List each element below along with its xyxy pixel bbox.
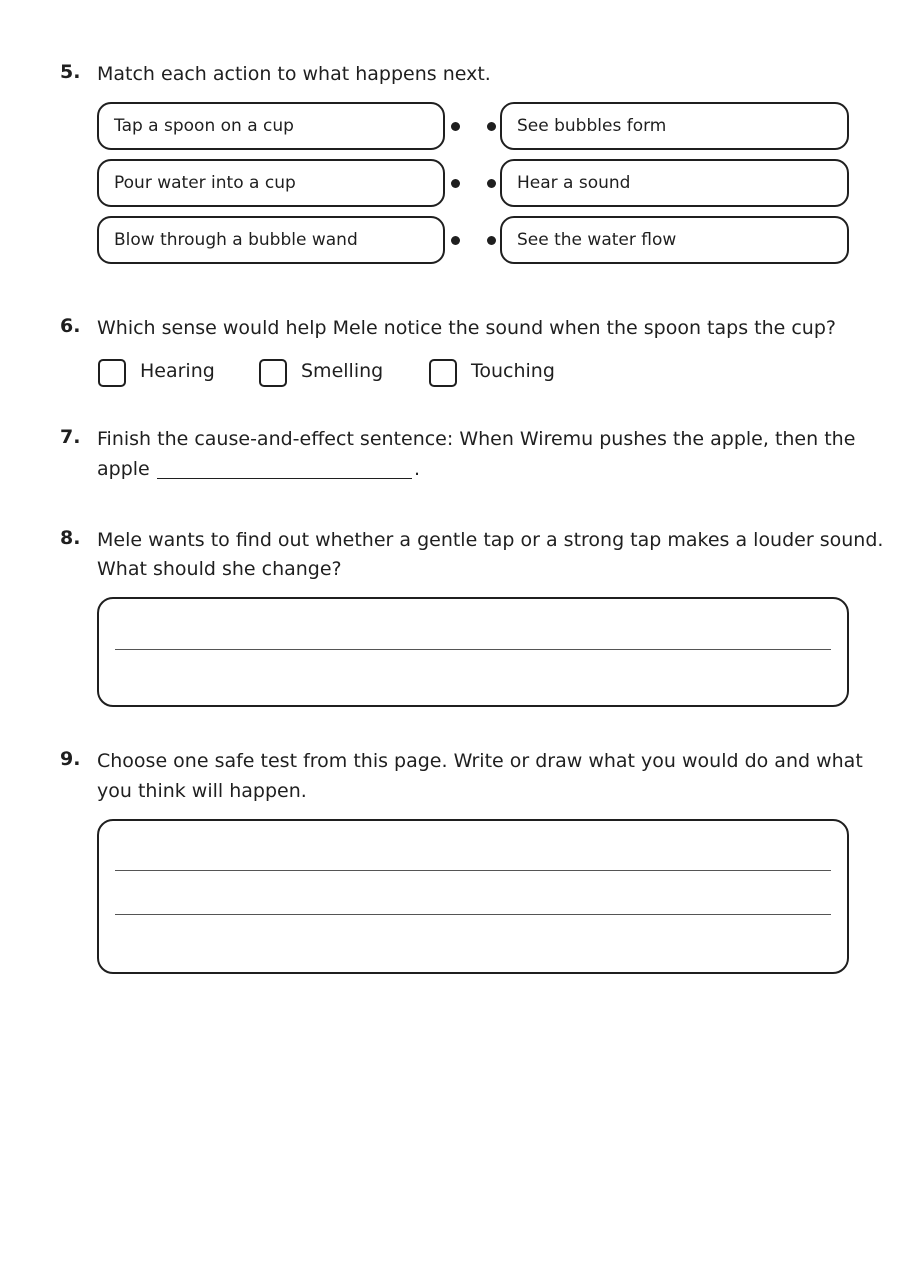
question-7-number: 7. [60, 426, 81, 448]
option-touching-label: Touching [471, 360, 555, 382]
question-9-text-line2: you think will happen. [97, 780, 307, 802]
question-6-number: 6. [60, 315, 81, 337]
writing-line [115, 914, 831, 915]
question-8-text-line1: Mele wants to find out whether a gentle tap or a strong tap makes a louder sound. [97, 529, 884, 551]
result-box-3: See the water flow [500, 216, 849, 264]
action-box-2: Pour water into a cup [97, 159, 445, 207]
result-dot-1[interactable] [487, 122, 496, 131]
question-5-text: Match each action to what happens next. [97, 63, 491, 85]
answer-box-q8[interactable] [97, 597, 849, 707]
question-8-text-line2: What should she change? [97, 558, 342, 580]
result-box-1: See bubbles form [500, 102, 849, 150]
writing-line [115, 649, 831, 650]
result-dot-2[interactable] [487, 179, 496, 188]
option-hearing-label: Hearing [140, 360, 215, 382]
question-5-number: 5. [60, 61, 81, 83]
question-7-text-line1: Finish the cause-and-effect sentence: When Wiremu pushes the apple, then the [97, 428, 856, 450]
option-hearing[interactable] [98, 355, 215, 387]
result-dot-3[interactable] [487, 236, 496, 245]
question-8-number: 8. [60, 527, 81, 549]
question-9-number: 9. [60, 748, 81, 770]
action-dot-1[interactable] [451, 122, 460, 131]
action-box-3: Blow through a bubble wand [97, 216, 445, 264]
action-dot-3[interactable] [451, 236, 460, 245]
question-7-period: . [414, 458, 421, 480]
action-box-1: Tap a spoon on a cup [97, 102, 445, 150]
checkbox-smelling[interactable] [259, 359, 287, 387]
question-7-text-line2-start: apple [97, 458, 150, 480]
option-smelling-label: Smelling [301, 360, 384, 382]
writing-line [115, 870, 831, 871]
answer-blank[interactable] [157, 478, 412, 479]
answer-box-q9[interactable] [97, 819, 849, 974]
option-touching[interactable] [429, 355, 555, 387]
question-9-text-line1: Choose one safe test from this page. Write or draw what you would do and what [97, 750, 863, 772]
option-smelling[interactable] [259, 355, 383, 387]
action-dot-2[interactable] [451, 179, 460, 188]
checkbox-touching[interactable] [429, 359, 457, 387]
checkbox-hearing[interactable] [98, 359, 126, 387]
result-box-2: Hear a sound [500, 159, 849, 207]
question-6-text: Which sense would help Mele notice the sound when the spoon taps the cup? [97, 317, 836, 339]
